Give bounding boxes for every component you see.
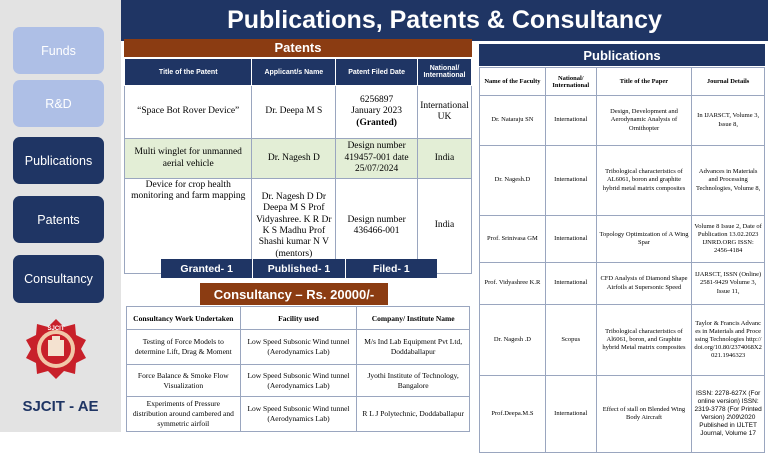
column-header: Applicant/s Name xyxy=(252,59,336,86)
nav-patents[interactable]: Patents xyxy=(13,196,104,243)
publication-scope: Scopus xyxy=(545,305,596,376)
column-header: Journal Details xyxy=(692,68,765,96)
journal-details: Advances in Materials and Processing Technologies, Volume 8, xyxy=(692,146,765,216)
nav-rnd[interactable]: R&D xyxy=(13,80,104,127)
faculty-name: Prof.Deepa.M.S xyxy=(480,376,546,453)
journal-details: IJARSCT, ISSN (Online) 2581-9429 Volume 3, Issue 11, xyxy=(692,263,765,305)
table-row xyxy=(480,146,765,216)
table-row xyxy=(125,139,472,179)
granted-count: Granted- 1 xyxy=(161,259,253,278)
consultancy-table xyxy=(126,306,470,432)
paper-title: CFD Analysis of Diamond Shape Airfoils at Supersonic Speed xyxy=(596,263,692,305)
patent-date xyxy=(336,86,418,139)
column-header: Title of the Paper xyxy=(596,68,692,96)
table-header-row xyxy=(125,59,472,86)
table-header-row xyxy=(480,68,765,96)
faculty-name: Dr. Nataraju SN xyxy=(480,96,546,146)
patent-applicant: Dr. Deepa M S xyxy=(252,86,336,139)
faculty-name: Dr. Nagesh .D xyxy=(480,305,546,376)
paper-title: Design, Development and Aerodynamic Analysis of Ornithopter xyxy=(596,96,692,146)
consultancy-company: R L J Polytechnic, Doddaballapur xyxy=(357,397,470,432)
paper-title: Tribological characteristics of Al6061, boron, and Graphite hybrid Metal matrix composites xyxy=(596,305,692,376)
patent-month: January 2023 xyxy=(351,106,403,117)
sidebar xyxy=(0,0,121,432)
patent-scope: India xyxy=(417,179,471,274)
patent-scope: India xyxy=(417,139,471,179)
paper-title: Tribological characteristics of AL6061, boron and graphite hybrid metal matrix composites xyxy=(596,146,692,216)
table-row xyxy=(127,365,470,397)
consultancy-work: Force Balance & Smoke Flow Visualization xyxy=(127,365,241,397)
consultancy-heading: Consultancy – Rs. 20000/- xyxy=(200,283,388,305)
column-header: Company/ Institute Name xyxy=(357,307,470,330)
patent-date: Design number 419457-001 date 25/07/2024 xyxy=(336,139,418,179)
consultancy-facility: Low Speed Subsonic Wind tunnel (Aerodynamics Lab) xyxy=(240,397,357,432)
consultancy-facility: Low Speed Subsonic Wind tunnel (Aerodynamics Lab) xyxy=(240,330,357,365)
journal-details: In IJARSCT, Volume 3, Issue 8, xyxy=(692,96,765,146)
faculty-name: Dr. Nagesh.D xyxy=(480,146,546,216)
publication-scope: International xyxy=(545,263,596,305)
publications-table xyxy=(479,67,765,453)
patent-title: “Space Bot Rover Device” xyxy=(125,86,252,139)
table-header-row xyxy=(127,307,470,330)
publication-scope: International xyxy=(545,216,596,263)
column-header: Consultancy Work Undertaken xyxy=(127,307,241,330)
table-row xyxy=(480,263,765,305)
publication-scope: International xyxy=(545,376,596,453)
nav-publications[interactable]: Publications xyxy=(13,137,104,184)
journal-details: Volume 8 Issue 2, Date of Publication 13.02.2023 IJNRD.ORG ISSN: 2456-4184 xyxy=(692,216,765,263)
publication-scope: International xyxy=(545,146,596,216)
patent-title: Multi winglet for unmanned aerial vehicle xyxy=(125,139,252,179)
patents-table xyxy=(124,58,472,274)
table-row xyxy=(127,330,470,365)
nav-funds[interactable]: Funds xyxy=(13,27,104,74)
faculty-name: Prof. Srinivasa GM xyxy=(480,216,546,263)
patent-applicant: Dr. Nagesh D xyxy=(252,139,336,179)
patent-scope: International UK xyxy=(417,86,471,139)
column-header: Name of the Faculty xyxy=(480,68,546,96)
page-title: Publications, Patents & Consultancy xyxy=(121,0,768,41)
paper-title: Effect of stall on Blended Wing Body Aircraft xyxy=(596,376,692,453)
faculty-name: Prof. Vidyashree K.R xyxy=(480,263,546,305)
column-header: National/ International xyxy=(545,68,596,96)
journal-details: Taylor & Francis Advances in Materials and Processing Technologies http://doi.org/10.80/2374068X2021.1946323 xyxy=(692,305,765,376)
sjcit-logo xyxy=(23,318,89,380)
table-row xyxy=(125,86,472,139)
consultancy-work: Testing of Force Models to determine Lift, Drag & Moment xyxy=(127,330,241,365)
table-row xyxy=(480,96,765,146)
column-header: Facility used xyxy=(240,307,357,330)
patent-title: Device for crop health monitoring and farm mapping xyxy=(125,179,252,274)
nav-consultancy[interactable]: Consultancy xyxy=(13,255,104,303)
svg-text:SJCIT: SJCIT xyxy=(47,326,65,332)
table-row xyxy=(480,216,765,263)
table-row xyxy=(480,376,765,453)
paper-title: Topology Optimization of A Wing Spar xyxy=(596,216,692,263)
patent-date: Design number 436466-001 xyxy=(336,179,418,274)
consultancy-work: Experiments of Pressure distribution around cambered and symmetric airfoil xyxy=(127,397,241,432)
consultancy-company: M/s Ind Lab Equipment Pvt Ltd, Doddaballapur xyxy=(357,330,470,365)
table-row xyxy=(127,397,470,432)
publication-scope: International xyxy=(545,96,596,146)
consultancy-facility: Low Speed Subsonic Wind tunnel (Aerodynamics Lab) xyxy=(240,365,357,397)
published-count: Published- 1 xyxy=(253,259,345,278)
consultancy-company: Jyothi Institute of Technology, Bangalore xyxy=(357,365,470,397)
patents-heading: Patents xyxy=(124,39,472,57)
column-header: Patent Filed Date xyxy=(336,59,418,86)
brand-label: SJCIT - AE xyxy=(22,398,99,415)
patent-applicant: Dr. Nagesh D Dr Deepa M S Prof Vidyashree. K R Dr K S Madhu Prof Shashi kumar N V (mentors) xyxy=(252,179,336,274)
patent-status-bar xyxy=(161,259,437,278)
patent-number: 6256897 xyxy=(359,94,394,105)
column-header: Title of the Patent xyxy=(125,59,252,86)
patent-status: (Granted) xyxy=(356,117,397,128)
filed-count: Filed- 1 xyxy=(346,259,437,278)
column-header: National/ International xyxy=(417,59,471,86)
table-row xyxy=(480,305,765,376)
publications-heading: Publications xyxy=(479,44,765,66)
journal-details: ISSN: 2278-627X (For online version) ISSN: 2319-3778 (For Printed Version) 2\09\2020 Published in IJLTET Journal, Volume 17 xyxy=(692,376,765,453)
